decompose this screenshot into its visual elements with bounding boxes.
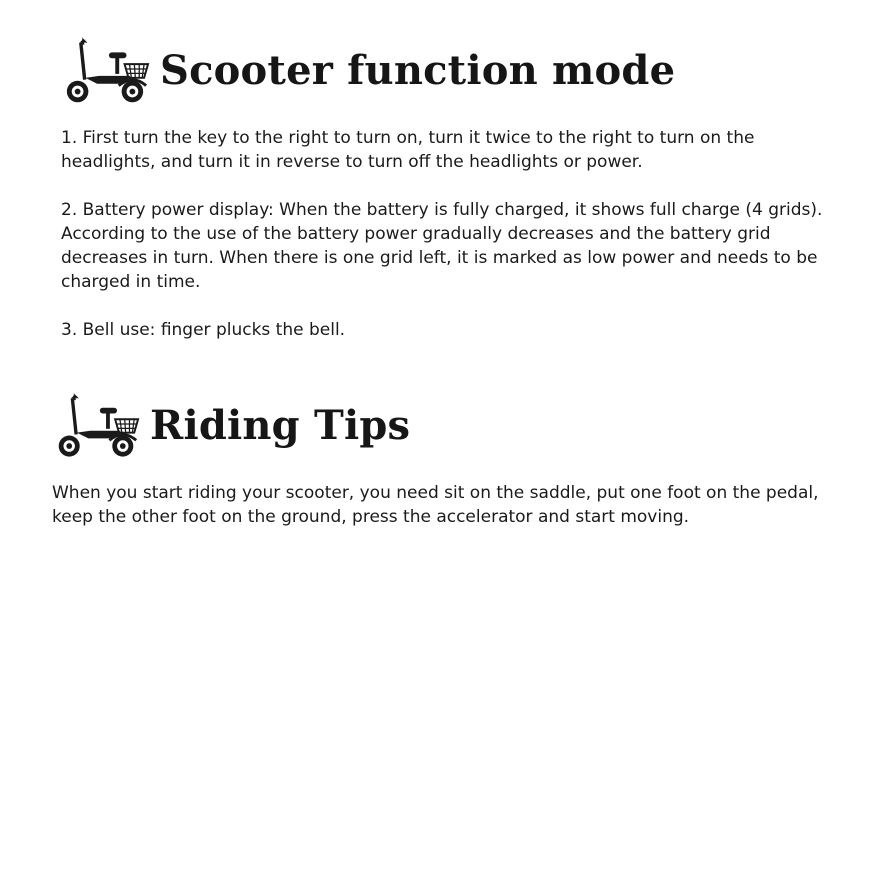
section-heading-row [60,32,675,108]
paragraph-riding-tips: When you start riding your scooter, you need sit on the saddle, put one foot on the pedal, keep the other foot on the ground, press the accelerator and start moving. [52,483,819,527]
scooter-icon [52,388,140,462]
paragraph-battery: 2. Battery power display: When the battery is fully charged, it shows full charge (4 grids). According to the use of the battery power gradually decreases and the battery grid decreases in turn. When there is one grid left, it is marked as low power and needs to be charged in time. [61,200,823,292]
scooter-icon [60,32,150,108]
section-title: Scooter function mode [160,46,676,94]
section-heading-row [52,388,410,462]
section-title: Riding Tips [150,401,411,449]
paragraph-key: 1. First turn the key to the right to turn on, turn it twice to the right to turn on the headlights, and turn it in reverse to turn off the headlights or power. [61,128,755,172]
paragraph-bell: 3. Bell use: finger plucks the bell. [61,320,346,340]
